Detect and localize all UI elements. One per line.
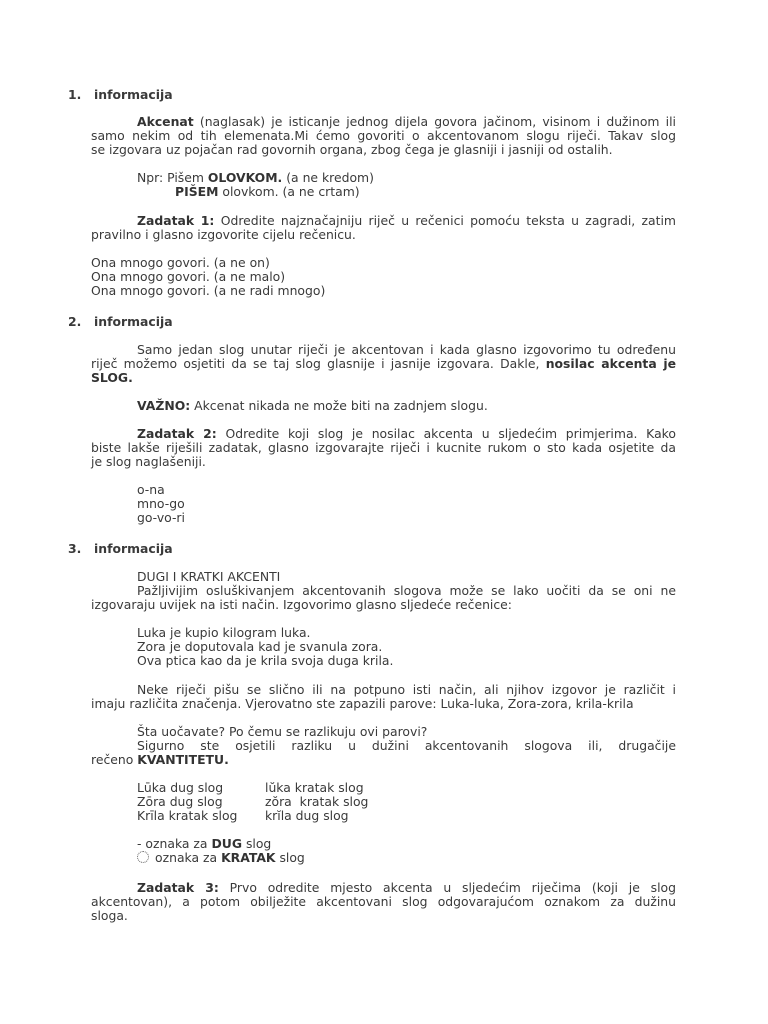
task-1: Zadatak 1: Odredite najznačajniju riječ u rečenici pomoću teksta u zagradi, zatim pravilno i glasno izgovorite cijelu rečenicu. bbox=[91, 213, 676, 243]
example-line-1: Npr: Pišem OLOVKOM. (a ne kredom) bbox=[137, 170, 374, 185]
section-1-paragraph: Akcenat (naglasak) je isticanje jednog dijela govora jačinom, visinom i dužinom ili samo nekim od tih elemenata.Mi ćemo govoriti o akcentovanom slogu riječi. Takav slog se izgovara uz pojačan rad govornih organa, zbog čega je glasniji i jasniji od ostalih. bbox=[91, 114, 676, 158]
list-item: Zora je doputovala kad je svanula zora. bbox=[137, 639, 383, 655]
section-3-paragraph-2: Neke riječi pišu se slično ili na potpuno isti način, ali njihov izgovor je različit i imaju različita značenja. Vjerovatno ste zapazili parove: Luka-luka, Zora-zora, krila-krila bbox=[91, 682, 676, 712]
legend-short: oznaka za KRATAK slog bbox=[137, 851, 305, 865]
important-note: VAŽNO: Akcenat nikada ne može biti na zadnjem slogu. bbox=[137, 398, 488, 413]
section-3-question: Šta uočavate? Po čemu se razlikuju ovi parovi? Sigurno ste osjetili razliku u dužini akcentovanih slogova ili, drugačije rečeno KVANTITETU. bbox=[91, 724, 676, 768]
list-item: mno-go bbox=[137, 496, 185, 512]
task-3: Zadatak 3: Prvo odredite mjesto akcenta u sljedećim riječima (koji je slog akcentovan), a potom obilježite akcentovani slog odgovarajućom oznakom za dužinu sloga. bbox=[91, 880, 676, 924]
task-1-label: Zadatak 1: bbox=[137, 213, 215, 228]
example-line-2: PIŠEM olovkom. (a ne crtam) bbox=[175, 184, 360, 199]
section-number: 1. bbox=[68, 87, 82, 102]
section-title: informacija bbox=[94, 87, 173, 102]
list-item: Ova ptica kao da je krila svoja duga krila. bbox=[137, 653, 394, 669]
sentence-list-1 bbox=[91, 256, 325, 299]
sentence-list-3 bbox=[137, 626, 393, 669]
list-item: Ona mnogo govori. (a ne radi mnogo) bbox=[91, 283, 326, 299]
list-item: Luka je kupio kilogram luka. bbox=[137, 625, 311, 640]
list-item: go-vo-ri bbox=[137, 510, 185, 526]
pair-long: Lūka dug slog Zōra dug slog Krīla kratak slog bbox=[137, 780, 238, 824]
legend-long: - oznaka za DUG slog bbox=[137, 836, 272, 851]
subtitle: DUGI I KRATKI AKCENTI bbox=[137, 569, 281, 584]
list-item: o-na bbox=[137, 482, 165, 497]
section-1-heading bbox=[68, 88, 173, 102]
section-3-heading: 3. informacija bbox=[68, 541, 173, 556]
pair-short: lŭka kratak slog zŏra kratak slog krĭla dug slog bbox=[265, 780, 369, 824]
section-2-paragraph: Samo jedan slog unutar riječi je akcentovan i kada glasno izgovorimo tu određenu riječ možemo osjetiti da se taj slog glasnije i jasnije izgovara. Dakle, nosilac akcenta je SLOG. bbox=[91, 342, 676, 386]
list-item: Ona mnogo govori. (a ne malo) bbox=[91, 269, 286, 285]
term-akcenat: Akcenat bbox=[137, 114, 194, 129]
list-item: Ona mnogo govori. (a ne on) bbox=[91, 255, 270, 270]
syllable-list bbox=[137, 483, 185, 526]
task-2: Zadatak 2: Odredite koji slog je nosilac akcenta u sljedećim primjerima. Kako biste lakše riješili zadatak, glasno izgovarajte riječi i kucnite rukom o sto kada osjetite da je slog naglašeniji. bbox=[91, 426, 676, 470]
section-2-heading: 2. informacija bbox=[68, 314, 173, 329]
short-mark-icon bbox=[137, 851, 149, 863]
section-3-paragraph-1: Pažljivijim osluškivanjem akcentovanih slogova može se lako uočiti da se oni ne izgovaraju uvijek na isti način. Izgovorimo glasno sljedeće rečenice: bbox=[91, 583, 676, 613]
